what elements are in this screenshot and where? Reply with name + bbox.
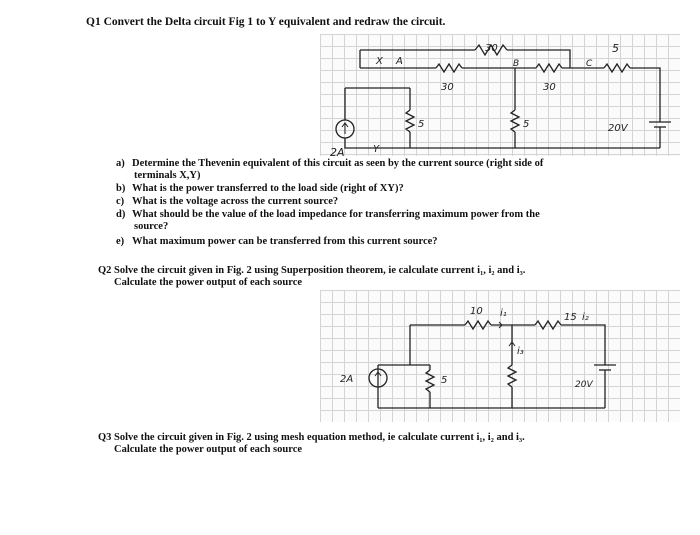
- q2-r15-label: 15: [564, 312, 577, 323]
- q2-title: Q2 Solve the circuit given in Fig. 2 using Superposition theorem, ie calculate current i₁, i₂ and i₃. Calculate the power output of each source: [98, 265, 526, 288]
- q1-r-right-vertical-label: 5: [523, 119, 530, 130]
- q2-i1-label: i₁: [500, 308, 507, 319]
- q1-r-mid-left-label: 30: [441, 82, 454, 93]
- q1-item-d: d) What should be the value of the load impedance for transferring maximum power from the source?: [116, 209, 540, 232]
- q2-r10-label: 10: [470, 306, 483, 317]
- q3-title: Q3 Solve the circuit given in Fig. 2 using mesh equation method, ie calculate current i₁, i₂ and i₃. Calculate the power output of each source: [98, 432, 525, 455]
- q1-node-a-label: A: [396, 56, 403, 67]
- q2-i2-label: i₂: [582, 312, 589, 323]
- q1-r-left-vertical-label: 5: [418, 119, 425, 130]
- q2-source-current-label: 2A: [340, 374, 354, 385]
- q1-source-current-label: 2A: [330, 146, 345, 159]
- q1-r-far-right-label: 5: [612, 42, 619, 55]
- q2-i3-label: i₃: [517, 346, 524, 357]
- q1-title: Q1 Convert the Delta circuit Fig 1 to Y equivalent and redraw the circuit.: [86, 16, 446, 28]
- q1-source-voltage-label: 20V: [608, 123, 628, 134]
- q1-r-top-label: 30: [485, 43, 498, 54]
- q1-item-c: c) What is the voltage across the current source?: [116, 196, 339, 207]
- q1-node-y-label: Y: [373, 144, 380, 155]
- q2-source-voltage-label: 20V: [575, 380, 593, 390]
- q1-node-c-label: C: [586, 59, 593, 69]
- q1-node-b-label: B: [513, 59, 520, 69]
- q1-item-e: e) What maximum power can be transferred from this current source?: [116, 236, 438, 247]
- q1-item-a: a) Determine the Thevenin equivalent of this circuit as seen by the current source (right side of terminals X,Y): [116, 158, 544, 181]
- q1-node-x-label: X: [376, 56, 383, 67]
- q2-r5-label: 5: [441, 375, 448, 386]
- q1-item-b: b) What is the power transferred to the load side (right of XY)?: [116, 183, 404, 194]
- q1-r-mid-right-label: 30: [543, 82, 556, 93]
